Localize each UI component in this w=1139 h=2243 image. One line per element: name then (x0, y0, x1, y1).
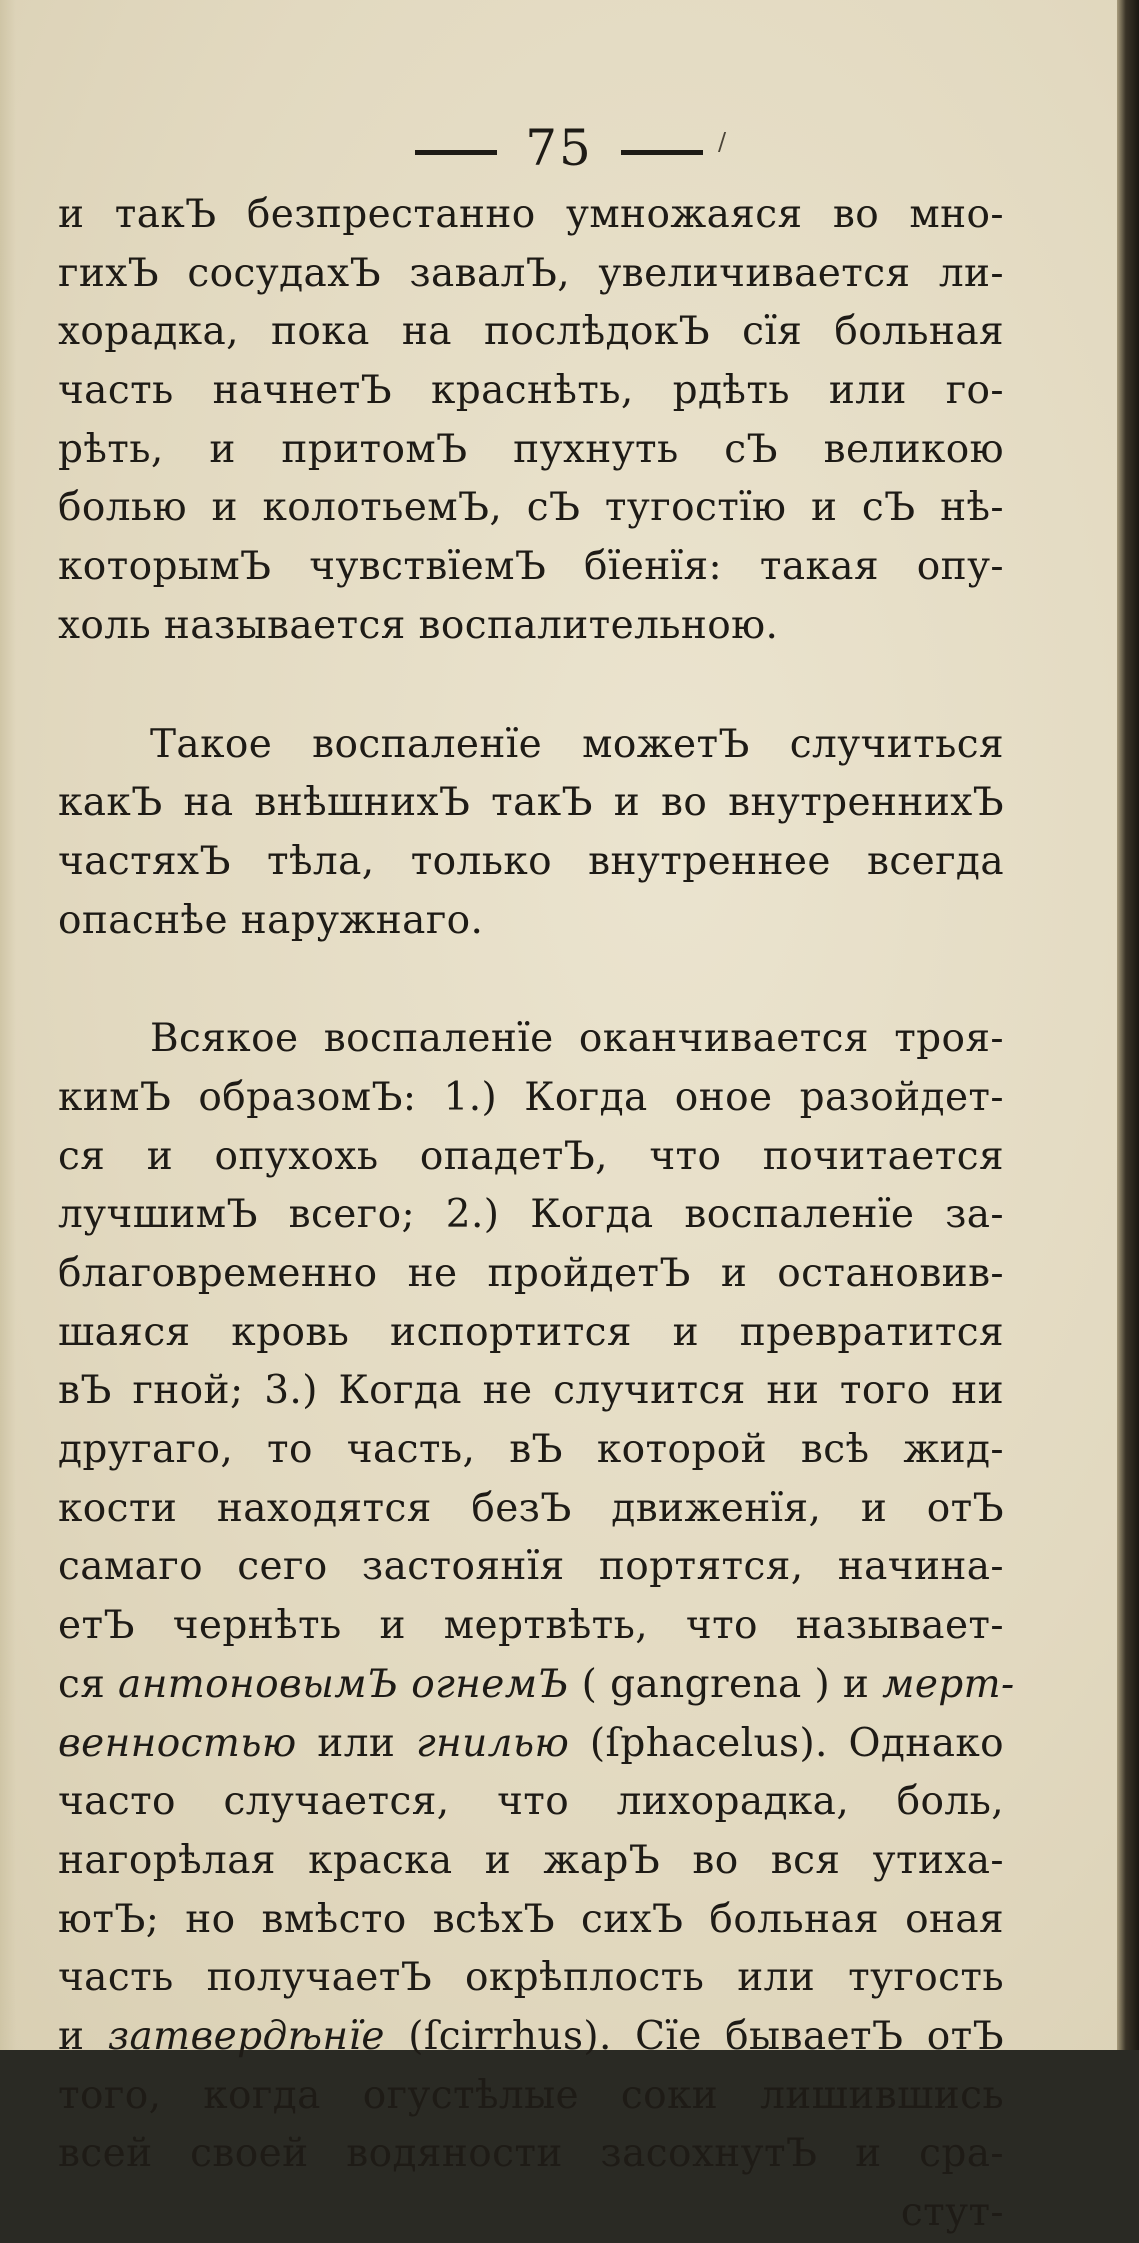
text-line: другаго, то часть, вЪ которой всѣ жид- (58, 1427, 1004, 1473)
text-line: ютЪ; но вмѣсто всѣхЪ сихЪ больная оная (58, 1896, 1004, 1942)
header-dash-left (415, 150, 497, 155)
header-dash-right (621, 150, 703, 155)
text-line: Всякое воспаленїе оканчивается троя- (150, 1016, 1004, 1062)
text-line-rich (58, 1715, 1004, 1774)
book-spine-shadow (1117, 0, 1139, 2050)
text-line: холь называется воспалительною. (58, 602, 779, 648)
text-line: рѣть, и притомЪ пухнуть сЪ великою (58, 426, 1004, 472)
text-line: опаснѣе наружнаго. (58, 897, 484, 943)
page-edge (0, 0, 16, 2050)
text-line-rich (58, 2008, 1004, 2067)
text-line: всей своей водяности засохнутЪ и сра- (58, 2131, 1004, 2177)
text-line: кости находятся безЪ движенїя, и отЪ (58, 1485, 1004, 1531)
text-run: ( gangrena ) и (568, 1661, 883, 1707)
catchword: стут- (900, 2190, 1004, 2235)
paragraph-gap (58, 656, 1004, 716)
text-line: Такое воспаленїе можетЪ случиться (150, 721, 1004, 767)
italic-term: венностью (58, 1720, 297, 1766)
text-run: ся (58, 1661, 119, 1707)
paragraph-1 (58, 186, 1004, 656)
page-header (0, 118, 1118, 178)
text-run: и (58, 2013, 108, 2059)
paragraph-3 (58, 1010, 1015, 2184)
text-run: (ſcirrhus). Сїе бываетЪ отЪ (384, 2013, 1004, 2059)
text-run: или (296, 1720, 416, 1766)
text-line: какЪ на внѣшнихЪ такЪ и во внутреннихЪ (58, 780, 1004, 826)
text-line: лучшимЪ всего; 2.) Когда воспаленїе за- (58, 1192, 1004, 1238)
italic-term: гнилью (415, 1720, 570, 1766)
text-line: самаго сего застоянїя портятся, начина- (58, 1544, 1004, 1590)
text-line: вЪ гной; 3.) Когда не случится ни того ни (58, 1368, 1004, 1414)
text-line: болью и колотьемЪ, сЪ тугостїю и сЪ нѣ- (58, 485, 1004, 531)
text-line: и такЪ безпрестанно умножаяся во мно- (58, 192, 1004, 237)
text-line: гихЪ сосудахЪ завалЪ, увеличивается ли- (58, 250, 1004, 296)
text-line: ся и опухохь опадетЪ, что почитается (58, 1133, 1004, 1179)
text-line: хорадка, пока на послѣдокЪ сїя больная (58, 309, 1004, 355)
page-number: 75 (525, 119, 593, 177)
paper-speck: / (718, 128, 727, 156)
text-line: кимЪ образомЪ: 1.) Когда оное разойдет- (58, 1074, 1004, 1120)
paragraph-2 (58, 716, 1004, 951)
text-line: етЪ чернѣть и мертвѣть, что называет- (58, 1603, 1004, 1649)
text-line: благовременно не пройдетЪ и остановив- (58, 1251, 1004, 1296)
text-line: того, когда огустѣлые соки лишившись (58, 2072, 1004, 2118)
italic-term: антоновымЪ огнемЪ (118, 1661, 569, 1707)
text-line: часто случается, что лихорадка, боль, (58, 1779, 1004, 1825)
paragraph-gap (58, 950, 1004, 1010)
italic-term: мерт- (882, 1661, 1015, 1707)
text-line: частяхЪ тѣла, только внутреннее всегда (58, 838, 1004, 884)
text-line: часть получаетЪ окрѣплость или тугость (58, 1955, 1004, 2001)
text-line: часть начнетЪ краснѣть, рдѣть или го- (58, 368, 1004, 414)
italic-term: затвердѣнїе (107, 2013, 385, 2059)
text-line: шаяся кровь испортится и превратится (58, 1309, 1004, 1355)
text-line: нагорѣлая краска и жарЪ во вся утиха- (58, 1837, 1004, 1883)
text-line-rich (58, 1656, 1015, 1715)
text-line: которымЪ чувствїемЪ бїенїя: такая опу- (58, 544, 1004, 590)
text-run: (ſphacelus). Однако (569, 1720, 1004, 1766)
body-text (58, 186, 1015, 2243)
